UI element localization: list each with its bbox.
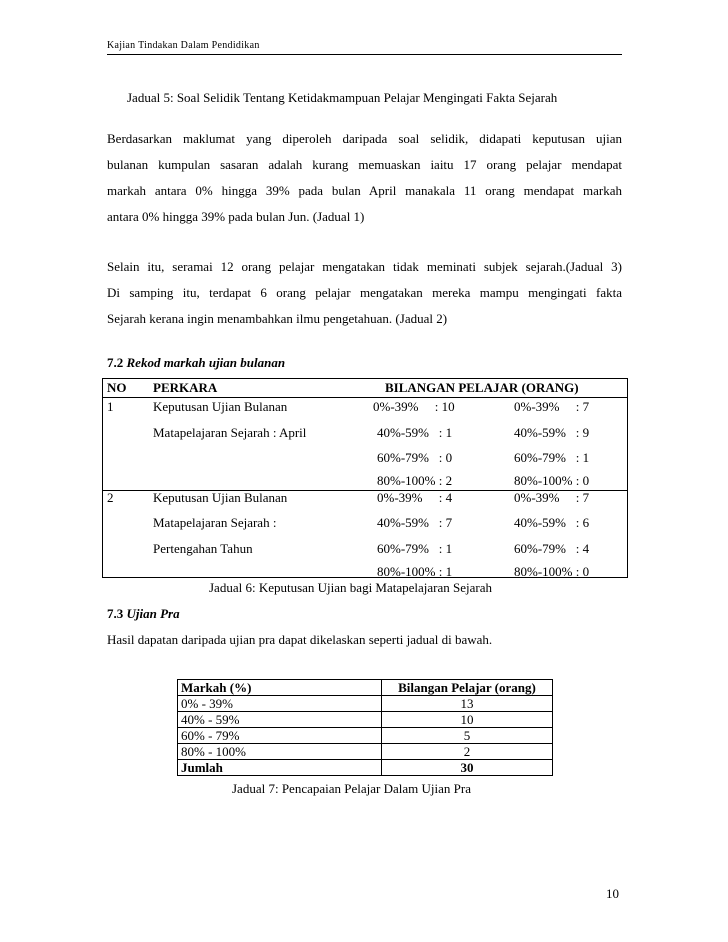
header-perkara: PERKARA — [153, 380, 218, 395]
row-item-line: Matapelajaran Sejarah : — [153, 515, 277, 530]
table-row — [178, 744, 553, 760]
count-cell: 80%-100% : 0 — [514, 564, 590, 579]
header-cell: Markah (%) — [178, 680, 382, 696]
count-cell: 40%-59% : 9 — [514, 425, 590, 440]
count-cell: 80%-100% : 2 — [377, 473, 453, 488]
count-cell: 5 — [382, 728, 553, 744]
count-cell: 80%-100% : 0 — [514, 473, 590, 488]
table5-caption: Jadual 5: Soal Selidik Tentang Ketidakmampuan Pelajar Mengingati Fakta Sejarah — [127, 90, 558, 105]
row-item-line: Keputusan Ujian Bulanan — [153, 399, 288, 414]
paragraph-3: Hasil dapatan daripada ujian pra dapat dikelaskan seperti jadual di bawah. — [107, 632, 493, 647]
count-cell: 0%-39% : 10 — [373, 399, 455, 414]
count-cell: 0%-39% : 7 — [514, 490, 590, 505]
count-cell: 60%-79% : 1 — [377, 541, 453, 556]
section-number: 7.3 — [107, 606, 124, 621]
row-item-line: Keputusan Ujian Bulanan — [153, 490, 288, 505]
paragraph-line: Berdasarkan maklumat yang diperoleh daripada soal selidik, didapati keputusan ujian — [107, 131, 622, 146]
total-label: Jumlah — [178, 760, 382, 776]
header-cell: Bilangan Pelajar (orang) — [382, 680, 553, 696]
table-row — [178, 728, 553, 744]
header-bilangan: BILANGAN PELAJAR (ORANG) — [385, 380, 579, 395]
count-cell: 0%-39% : 4 — [377, 490, 453, 505]
paragraph-line: markah antara 0% hingga 39% pada bulan April manakala 11 orang mendapat markah — [107, 183, 622, 198]
table-row — [178, 712, 553, 728]
count-cell: 2 — [382, 744, 553, 760]
section-title: Ujian Pra — [126, 606, 180, 621]
count-cell: 40%-59% : 1 — [377, 425, 453, 440]
row-number: 2 — [107, 490, 114, 505]
count-cell: 0%-39% : 7 — [514, 399, 590, 414]
table-header-row — [178, 680, 553, 696]
header-no: NO — [107, 380, 127, 395]
running-header: Kajian Tindakan Dalam Pendidikan — [107, 40, 622, 55]
range-cell: 0% - 39% — [178, 696, 382, 712]
count-cell: 60%-79% : 1 — [514, 450, 590, 465]
paragraph-line: Di samping itu, terdapat 6 orang pelajar mengatakan mereka mampu mengingati fakta — [107, 285, 622, 300]
range-cell: 80% - 100% — [178, 744, 382, 760]
paragraph-line: Sejarah kerana ingin menambahkan ilmu pengetahuan. (Jadual 2) — [107, 311, 448, 326]
count-cell: 13 — [382, 696, 553, 712]
section-number: 7.2 — [107, 355, 124, 370]
range-cell: 60% - 79% — [178, 728, 382, 744]
count-cell: 10 — [382, 712, 553, 728]
page-number: 10 — [606, 886, 619, 901]
paragraph-line: antara 0% hingga 39% pada bulan Jun. (Jadual 1) — [107, 209, 365, 224]
row-item-line: Matapelajaran Sejarah : April — [153, 425, 307, 440]
count-cell: 80%-100% : 1 — [377, 564, 453, 579]
section-7-3-heading — [107, 606, 180, 622]
count-cell: 40%-59% : 6 — [514, 515, 590, 530]
paragraph-line: bulanan kumpulan sasaran adalah kurang memuaskan iaitu 17 orang pelajar mendapat — [107, 157, 622, 172]
total-row — [178, 760, 553, 776]
paragraph-line: Selain itu, seramai 12 orang pelajar mengatakan tidak meminati subjek sejarah.(Jadual 3) — [107, 259, 622, 274]
pretest-table — [177, 679, 553, 776]
row-item-line: Pertengahan Tahun — [153, 541, 253, 556]
section-7-2-heading — [107, 355, 285, 371]
count-cell: 60%-79% : 4 — [514, 541, 590, 556]
table6-caption: Jadual 6: Keputusan Ujian bagi Matapelajaran Sejarah — [209, 580, 493, 595]
paragraph-1 — [107, 126, 622, 230]
range-cell: 40% - 59% — [178, 712, 382, 728]
table-row — [178, 696, 553, 712]
count-cell: 40%-59% : 7 — [377, 515, 453, 530]
count-cell: 60%-79% : 0 — [377, 450, 453, 465]
table-header-row — [103, 379, 627, 398]
results-table — [102, 378, 628, 578]
total-value: 30 — [382, 760, 553, 776]
row-number: 1 — [107, 399, 114, 414]
section-title: Rekod markah ujian bulanan — [126, 355, 286, 370]
table7-caption: Jadual 7: Pencapaian Pelajar Dalam Ujian Pra — [232, 781, 471, 796]
paragraph-2 — [107, 254, 622, 332]
